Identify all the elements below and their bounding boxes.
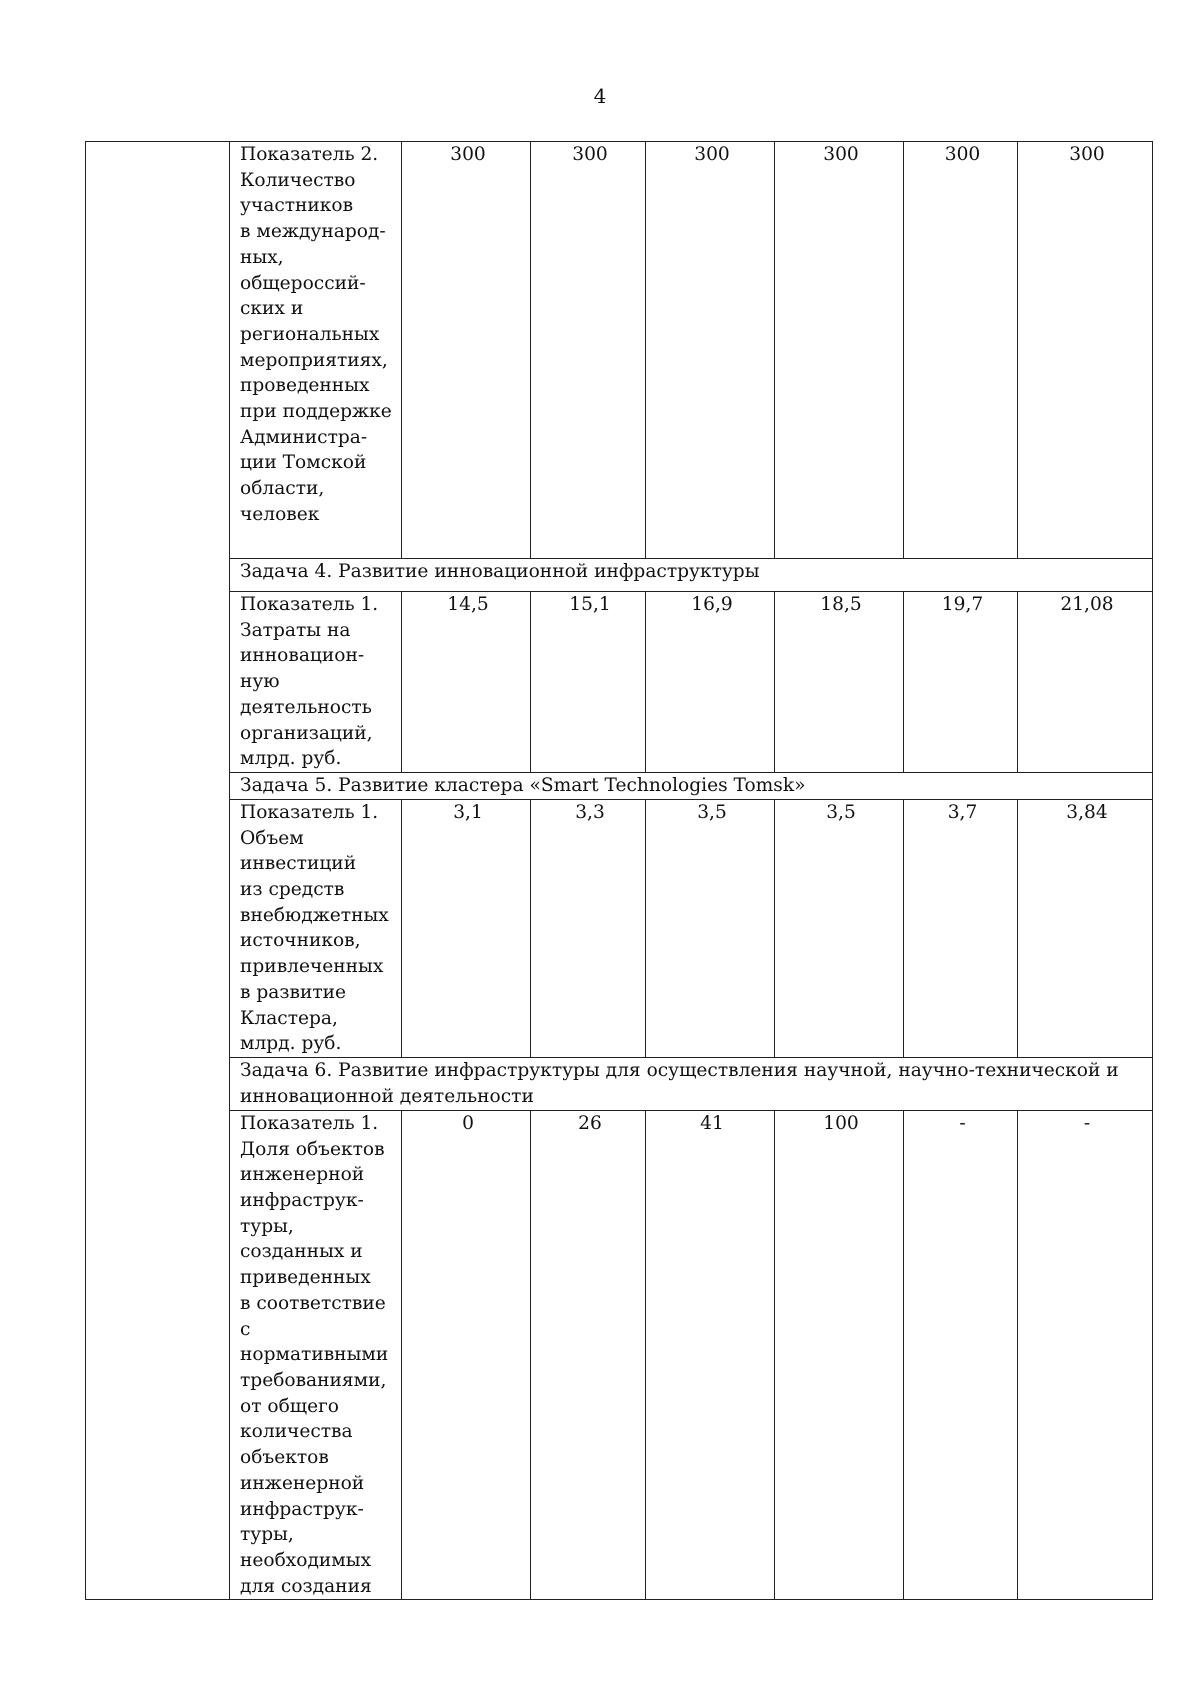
value-cell: 18,5 [775, 592, 904, 773]
task-row [86, 772, 1153, 799]
value-cell: 300 [402, 142, 531, 559]
value-cell: 3,5 [646, 799, 775, 1057]
value-cell: 3,3 [531, 799, 646, 1057]
value-cell: - [904, 1110, 1018, 1599]
value-cell: 300 [646, 142, 775, 559]
value-cell: 21,08 [1018, 592, 1153, 773]
value-cell: 19,7 [904, 592, 1018, 773]
value-cell: 100 [775, 1110, 904, 1599]
value-cell: 300 [904, 142, 1018, 559]
value-cell: 14,5 [402, 592, 531, 773]
indicator-row [86, 142, 1153, 559]
value-cell: 3,1 [402, 799, 531, 1057]
page-number: 4 [593, 84, 607, 108]
indicator-label: Показатель 1. Объем инвестиций из средств внебюджетных источников, привлеченных в развитие Кластера, млрд. руб. [230, 799, 402, 1057]
indicator-label: Показатель 1. Доля объектов инженерной инфраструк- туры, созданных и приведенных в соответствие с нормативными требованиями, от общего количества объектов инженерной инфраструк- туры, необходимых для создания [230, 1110, 402, 1599]
task-heading: Задача 6. Развитие инфраструктуры для осуществления научной, научно-технической и инновационной деятельности [230, 1057, 1153, 1110]
indicator-label: Показатель 2. Количество участников в международ- ных, общероссий- ских и региональных мероприятиях, проведенных при поддержке Администра- ции Томской области, человек [230, 142, 402, 559]
value-cell: 300 [1018, 142, 1153, 559]
indicator-row [86, 592, 1153, 773]
task-row [86, 1057, 1153, 1110]
indicator-row [86, 799, 1153, 1057]
value-cell: 41 [646, 1110, 775, 1599]
value-cell: 3,5 [775, 799, 904, 1057]
task-heading: Задача 4. Развитие инновационной инфраструктуры [230, 559, 1153, 592]
left-column-cell [86, 142, 230, 1600]
value-cell: 0 [402, 1110, 531, 1599]
value-cell: 3,84 [1018, 799, 1153, 1057]
value-cell: 300 [531, 142, 646, 559]
value-cell: 26 [531, 1110, 646, 1599]
indicators-table [85, 141, 1153, 1600]
indicator-label: Показатель 1. Затраты на инновацион- ную деятельность организаций, млрд. руб. [230, 592, 402, 773]
value-cell: - [1018, 1110, 1153, 1599]
value-cell: 16,9 [646, 592, 775, 773]
value-cell: 300 [775, 142, 904, 559]
task-row [86, 559, 1153, 592]
value-cell: 3,7 [904, 799, 1018, 1057]
indicator-row [86, 1110, 1153, 1599]
task-heading: Задача 5. Развитие кластера «Smart Technologies Tomsk» [230, 772, 1153, 799]
value-cell: 15,1 [531, 592, 646, 773]
